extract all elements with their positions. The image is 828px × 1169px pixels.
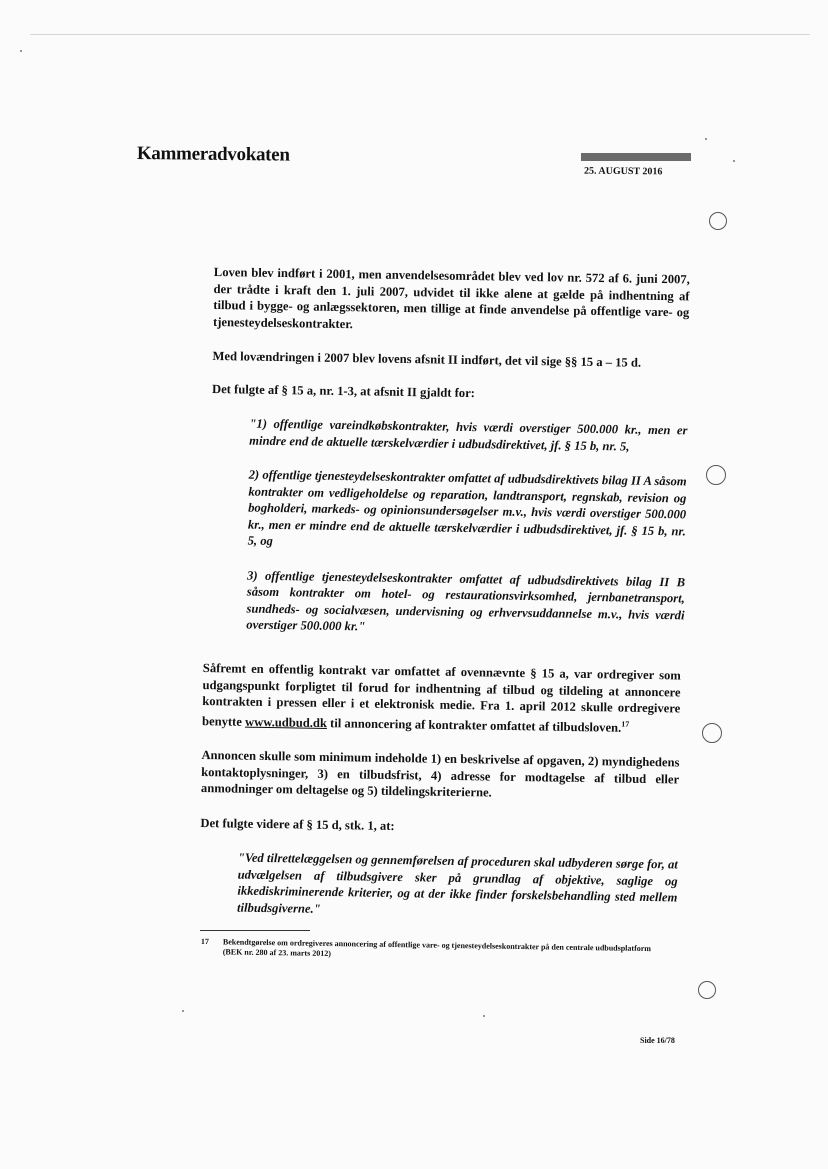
footnote bbox=[201, 937, 671, 964]
date-bar bbox=[581, 153, 691, 161]
footnote-number: 17 bbox=[200, 937, 209, 947]
punch-hole bbox=[709, 212, 727, 230]
paragraph-section-15d: Det fulgte videre af § 15 d, stk. 1, at: bbox=[200, 815, 395, 833]
paragraph-law-intro: Loven blev indført i 2001, men anvendelsesområdet blev ved lov nr. 572 af 6. juni 2007, der trådte i kraft den 1. juli 2007, udvidet til ikke alene at gælde på indhentning af tilbud i bygge- og anlægssektoren, men tillige at finde anvendelse på offentlige vare- og tjenesteydelseskontrakter. bbox=[212, 264, 690, 331]
main-text bbox=[208, 264, 690, 640]
udbud-link[interactable]: www.udbud.dk bbox=[244, 714, 328, 730]
scan-speck bbox=[733, 160, 735, 162]
company-logo: Kammeradvokaten bbox=[136, 143, 290, 166]
footnote-reference: 17 bbox=[621, 719, 630, 729]
paragraph-amendment: Med lovændringen i 2007 blev lovens afsnit II indført, det vil sige §§ 15 a – 15 d. bbox=[212, 348, 642, 370]
scan-speck bbox=[483, 1015, 485, 1017]
scan-speck bbox=[705, 138, 707, 140]
paragraph-announcement bbox=[202, 660, 681, 737]
paragraph-announcement-text: Såfremt en offentlig kontrakt var omfattet af ovennævnte § 15 a, var ordregiver som udgangspunkt forpligtet til forud for indhentning af tilbud og tildeling at annoncere kontrakten i pressen eller i et elektronisk medie. Fra 1. april 2012 skulle ordregivere benytte bbox=[201, 660, 681, 729]
quote-item-1: "1) offentlige vareindkøbskontrakter, hvis værdi overstiger 500.000 kr., men er mindre end de aktuelle tærskelværdier i udbudsdirektivet, jf. § 15 b, nr. 5, bbox=[249, 416, 688, 454]
paragraph-section-15a: Det fulgte af § 15 a, nr. 1-3, at afsnit II gjaldt for: bbox=[211, 381, 476, 400]
footnote-text: Bekendtgørelse om ordregiveres annoncering af offentlige vare- og tjenesteydelseskontrakter på den centrale udbudsplatform (BEK nr. 280 af 23. marts 2012) bbox=[222, 937, 652, 959]
page-number: Side 16/78 bbox=[640, 1036, 675, 1045]
quote-item-2: 2) offentlige tjenesteydelseskontrakter omfattet af udbudsdirektivets bilag II A såsom kontrakter om vedligeholdelse og reparation, landtransport, regnskab, revision og bogholderi, markeds- og opinionsundersøgelser m.v., hvis værdi overstiger 500.000 kr., men er mindre end de aktuelle tærskelværdier i udbudsdirektivet, jf. § 15 b, nr. 5, og bbox=[247, 467, 687, 548]
paragraph-announcement-text-end: til annoncering af kontrakter omfattet af tilbudsloven. bbox=[326, 715, 622, 735]
main-text-lower bbox=[199, 660, 681, 923]
punch-hole bbox=[706, 465, 726, 485]
scan-speck bbox=[20, 50, 22, 52]
quote-item-3: 3) offentlige tjenesteydelseskontrakter omfattet af udbudsdirektivets bilag II B såsom kontrakter om hotel- og restaurationsvirksomhed, jernbanetransport, sundheds- og socialvæsen, undervisning og erhvervsuddannelse m.v., hvis værdi overstiger 500.000 kr." bbox=[246, 568, 686, 634]
document-date: 25. AUGUST 2016 bbox=[583, 165, 663, 178]
paragraph-minimum-content: Annoncen skulle som minimum indeholde 1) en beskrivelse af opgaven, 2) myndighedens kontaktoplysninger, 3) en tilbudsfrist, 4) adresse for modtagelse af tilbud eller anmodninger om deltagelse og 5) tildelingskriterierne. bbox=[200, 748, 680, 800]
quote-section-15d: "Ved tilrettelæggelsen og gennemførelsen af proceduren skal udbyderen sørge for, at udvælgelsen af tilbudsgivere sker på grundlag af objektive, saglige og ikkediskriminerende kriterier, og at der ikke finder forskelsbehandling sted mellem tilbudsgiverne." bbox=[237, 850, 678, 916]
punch-hole bbox=[702, 723, 722, 743]
punch-hole bbox=[698, 981, 716, 999]
footnote-rule bbox=[200, 930, 310, 931]
scan-speck bbox=[182, 1010, 184, 1012]
scan-artifact-line bbox=[30, 34, 810, 35]
